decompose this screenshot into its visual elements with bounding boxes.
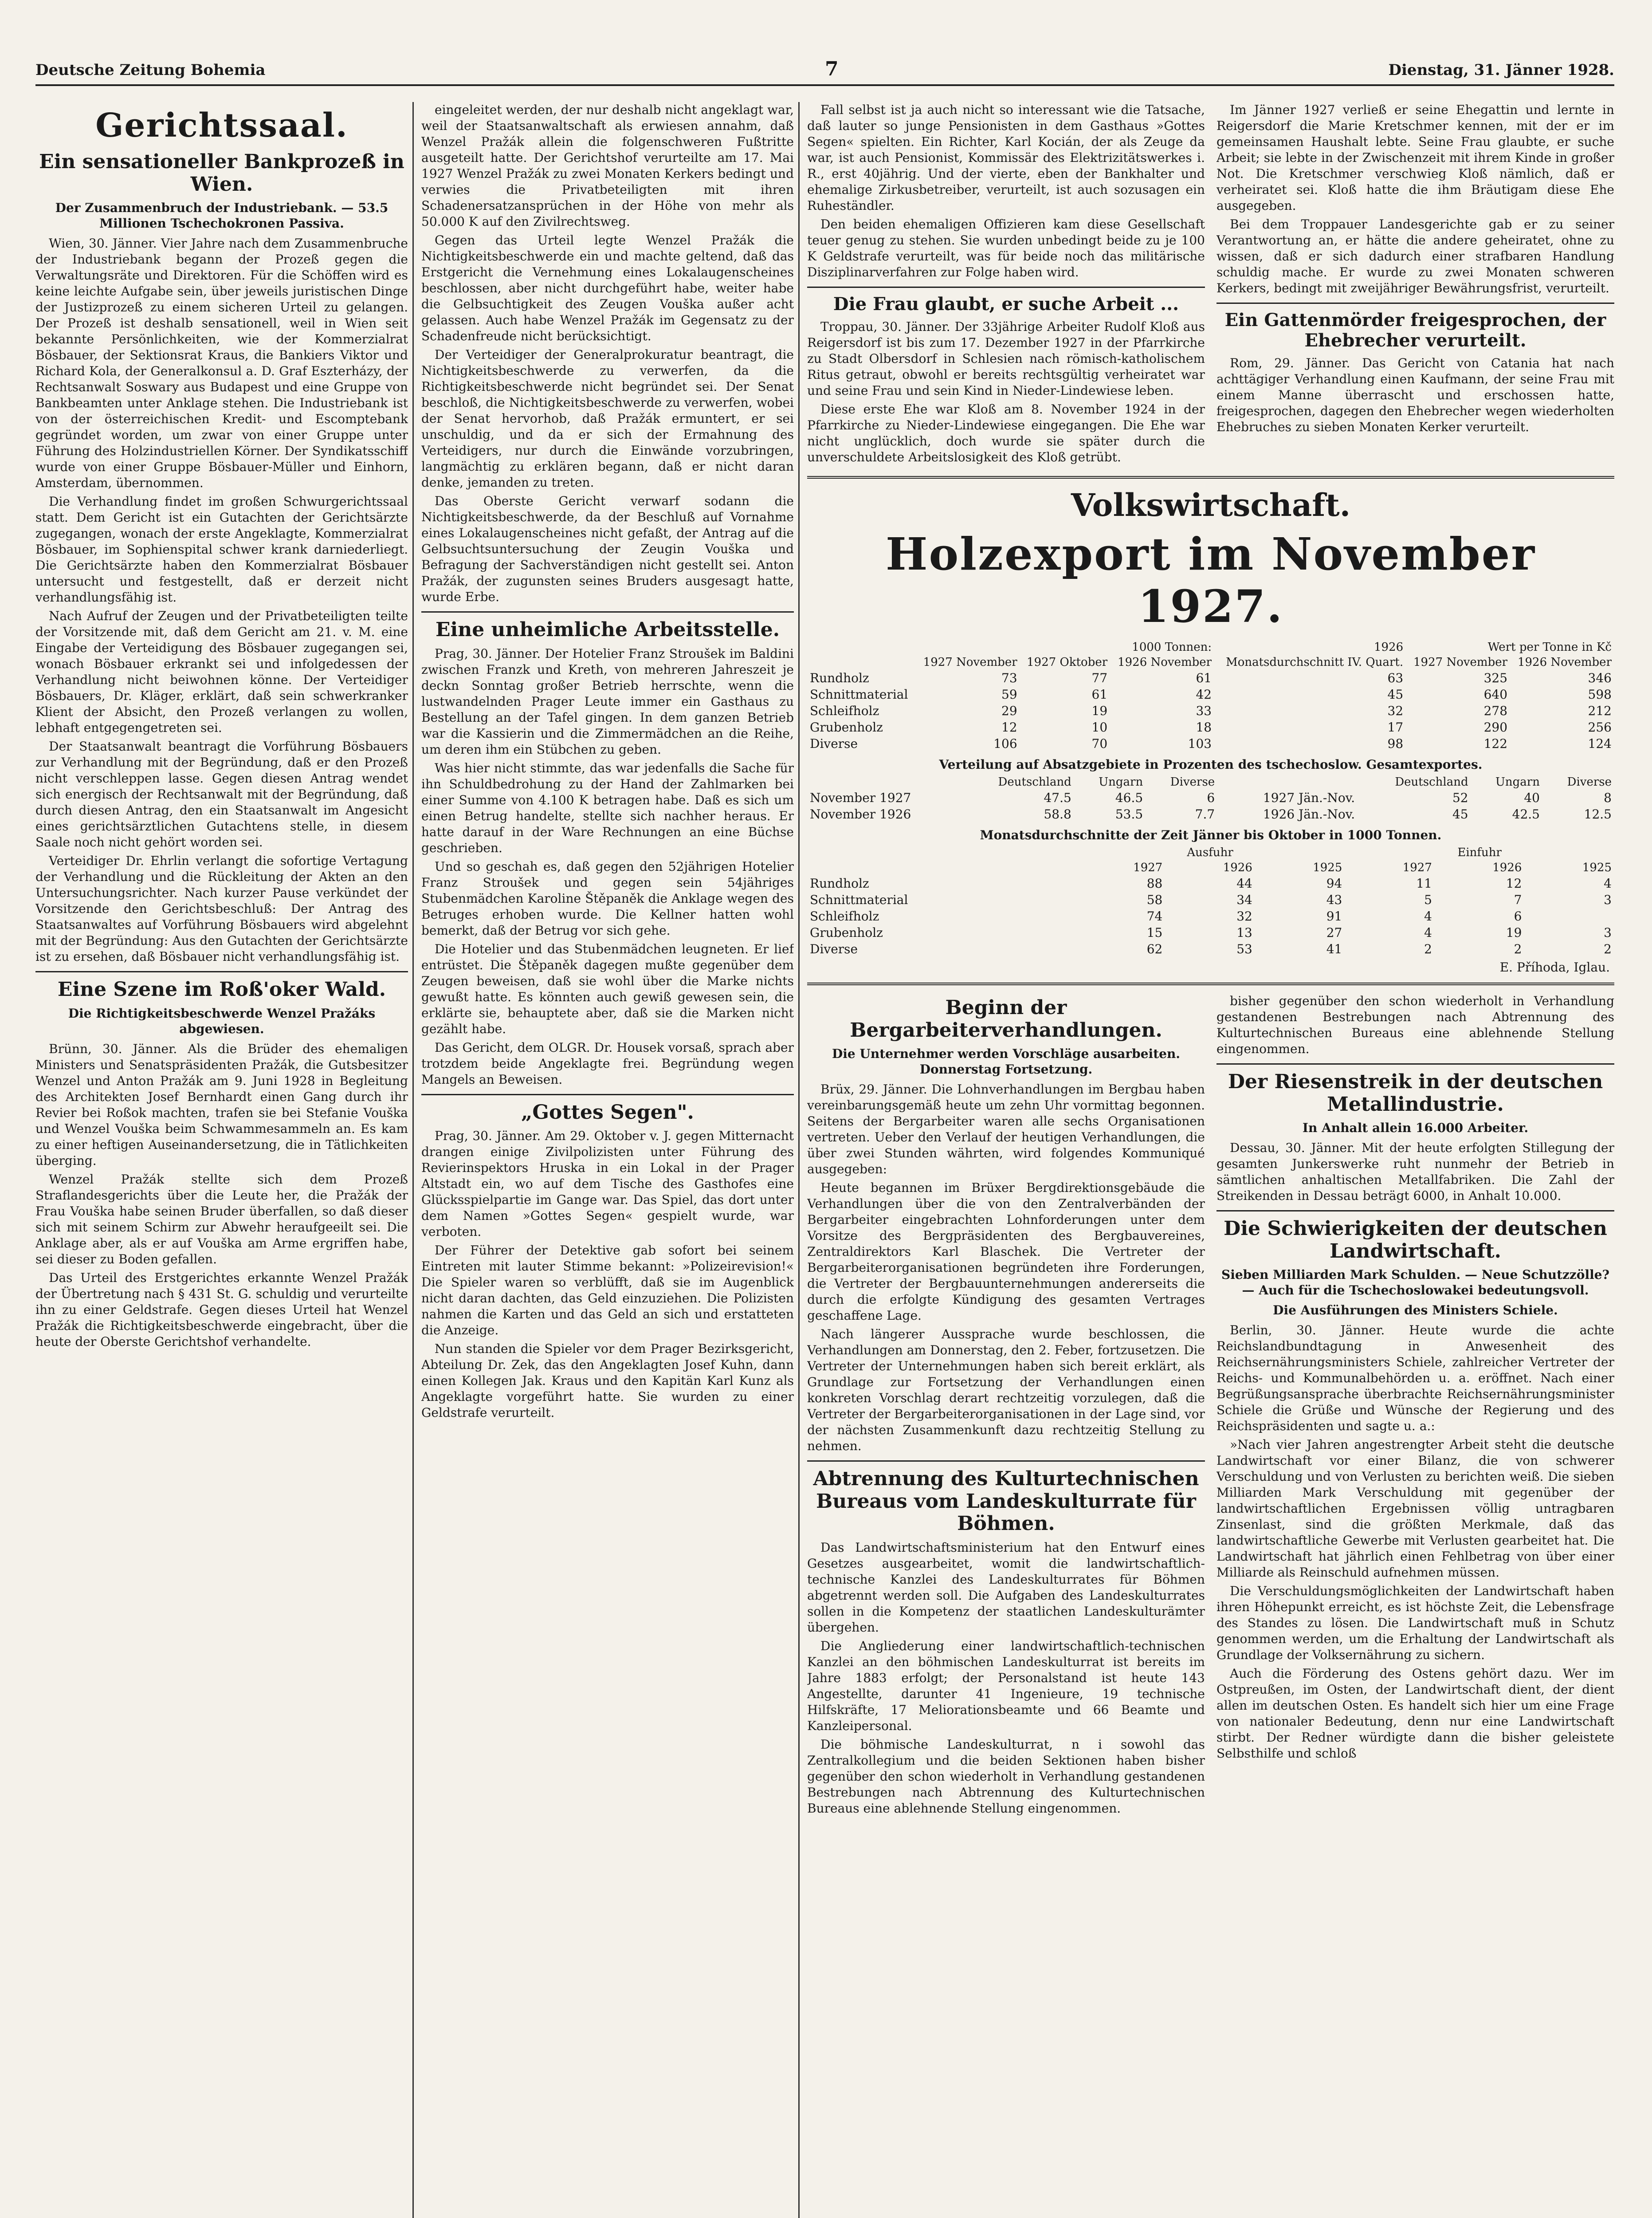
table-cell: 53 — [1236, 942, 1252, 956]
table-cell: 256 — [1588, 720, 1612, 735]
table-cell: 103 — [1188, 736, 1212, 751]
distribution-table — [807, 775, 1614, 822]
section-title-gerichtssaal: Gerichtssaal. — [95, 106, 348, 145]
table-cell: 91 — [1326, 909, 1342, 924]
divider — [1216, 1063, 1614, 1065]
monthly-average-table — [807, 845, 1614, 957]
paragraph: Die Verschuldungsmöglichkeiten der Landwirtschaft haben ihren Höhepunkt erreicht, es ist höchste Zeit, die Lebensfrage des Standes zu lösen. Die Landwirtschaft muß in Schutz genommen werden, um die Erhaltung der Landwirtschaft als Grundlage der Volksernährung zu sichern. — [1216, 1584, 1614, 1663]
divider — [807, 287, 1205, 288]
table-cell: 29 — [1001, 704, 1017, 718]
table-row — [807, 875, 1614, 892]
table-cell: 53.5 — [1115, 807, 1143, 822]
table-header — [807, 655, 1614, 670]
table-cell: 41 — [1326, 942, 1342, 956]
table-header — [807, 860, 1614, 875]
paragraph: Heute begannen im Brüxer Bergdirektionsgebäude die Verhandlungen über die von den Zentralverbänden der Bergarbeiter eingebrachten Lohnforderungen unter dem Vorsitze des Bergpräsidenten des Bergbauvereines, Zentraldirektors Karl Blaschek. Die Vertreter der Bergarbeiterorganisationen begründeten ihre Forderungen, die Vertreter der Bergbauunternehmungen andererseits die durch die erfolgte Kündigung des gesamten Vertrages geschaffene Lage. — [807, 1180, 1205, 1323]
table-cell — [1524, 908, 1614, 924]
table-row — [807, 686, 1614, 703]
table-row — [807, 790, 1614, 806]
article-headline: Abtrennung des Kulturtechnischen Bureaus vom Landeskulturrate für Böhmen. — [813, 1467, 1199, 1535]
column-header: Diverse — [1567, 775, 1612, 789]
table-row — [807, 735, 1614, 752]
column-header: Diverse — [1170, 775, 1215, 789]
table-cell: 19 — [1091, 704, 1108, 718]
paragraph: Wien, 30. Jänner. Vier Jahre nach dem Zusammenbruche der Industriebank begann der Prozeß gegen die Verwaltungsräte und Direktoren. Für die Schöffen wird es keine leichte Aufgabe sein, über jeweils juristischen Dinge der Justizprozeß zu einem sicheren Urteil zu gelangen. Der Prozeß ist deshalb sensationell, weil in Wien seit bekannte Persönlichkeiten, wie der Kommerzialrat Bösbauer, der Sektionsrat Kraus, die Bankiers Viktor und Richard Kola, der Generalkonsul a. D. Graf Eszterházy, der Rechtsanwalt Soswary aus Budapest und eine Gruppe von Bankbeamten unter Anklage stehen. Die Industriebank ist von der österreichischen Kredit- und Escomptebank gegründet worden, um zwar von einer Gruppe unter Führung des Holzindustriellen Körner. Der Syndikatsschiff wurde von einer Gruppe Bösbauer-Müller und Einhorn, Amsterdam, übernommen. — [35, 236, 408, 491]
column-header: 1925 — [1313, 861, 1342, 874]
paragraph: Die böhmische Landeskulturrat, n i sowohl das Zentralkollegium und die beiden Sektionen haben bisher gegenüber den schon wiederholt in Verhandlung gestandenen Bestrebungen nach Abtrennung des Kulturtechnischen Bureaus eine ablehnende Stellung eingenommen. — [807, 1737, 1205, 1816]
table-cell: 70 — [1091, 736, 1108, 751]
table-cell: 45 — [1452, 807, 1468, 822]
table-row — [807, 703, 1614, 719]
column-header: 1927 Oktober — [1027, 656, 1108, 669]
article-subhead: Die Unternehmer werden Vorschläge ausarbeiten. Donnerstag Fortsetzung. — [832, 1046, 1181, 1077]
right-area — [807, 102, 1614, 2218]
table-cell: Schnittmaterial — [810, 893, 908, 907]
table-cell: 52 — [1452, 790, 1468, 805]
table-cell: 73 — [1001, 671, 1017, 685]
paragraph: Der Führer der Detektive gab sofort bei seinem Eintreten mit lauter Stimme bekannt: »Polizeirevision!« Die Spieler waren so verblüfft, daß sie im Augenblick nicht daran dachten, das Geld einzuziehen. Die Polizisten nahmen die Karten und das Geld an sich und erstatteten die Anzeige. — [421, 1243, 794, 1338]
column-1 — [35, 102, 408, 2218]
table-cell: 44 — [1236, 876, 1252, 891]
paragraph: Die Angliederung einer landwirtschaftlich-technischen Kanzlei an den böhmischen Landeskulturrat ist bereits im Jahre 1883 erfolgt; der Personalstand ist heute 143 Angestellte, darunter 41 Ingenieure, 19 technische Hilfskräfte, 17 Meliorationsbeamte und 66 Beamte und Kanzleipersonal. — [807, 1638, 1205, 1733]
paragraph: Das Oberste Gericht verwarf sodann die Nichtigkeitsbeschwerde, da der Beschluß auf Vornahme eines Lokalaugenscheines nicht gefaßt, der Antrag auf die Gelbsuchtsuntersuchung der Zeugin Vouška und Befragung der Sachverständigen nicht gestellt sei. Anton Pražák, der zugunsten seines Bruders ausgesagt hatte, wurde Erbe. — [421, 494, 794, 604]
table-cell: 43 — [1326, 893, 1342, 907]
divider — [1216, 303, 1614, 304]
table-row — [807, 719, 1614, 735]
table-cell: 11 — [1416, 876, 1432, 891]
table-cell: 2 — [1514, 942, 1522, 956]
table-cell: 47.5 — [1044, 790, 1071, 805]
table-cell: 15 — [1146, 925, 1163, 940]
paragraph: Nun standen die Spieler vor dem Prager Bezirksgericht, Abteilung Dr. Zek, das den Angeklagten Josef Kuhn, dann einen Kollegen Jak. Kraus und den Kapitän Karl Kunz als Angeklagte vorgeführt hatte. Sie wurden zu einer Geldstrafe verurteilt. — [421, 1341, 794, 1420]
divider — [807, 983, 1614, 985]
table-cell: 278 — [1483, 704, 1508, 718]
article-subhead: Der Zusammenbruch der Industriebank. — 53.5 Millionen Tschechokronen Passiva. — [55, 201, 388, 231]
table-header — [807, 775, 1614, 790]
table-cell: 18 — [1196, 720, 1212, 735]
bottom-subcolumns — [807, 993, 1614, 1819]
table-cell: Rundholz — [810, 876, 869, 891]
table-cell: 3 — [1604, 925, 1612, 940]
column-header: 1926 — [1223, 861, 1252, 874]
paragraph: Im Jänner 1927 verließ er seine Ehegattin und lernte in Reigersdorf die Marie Kretschmer kennen, mit der er im gemeinsamen Haushalt lebte. Seine Frau glaubte, er suche Arbeit; sie lebte in der Zwischenzeit mit ihrem Kinde in großer Not. Die Kretschmer verschwieg Kloß nämlich, daß er verheiratet sei. Kloß hatte die ihm Bräutigam diese Ehe ausgegeben. — [1216, 102, 1614, 213]
table-cell: 34 — [1236, 893, 1252, 907]
column-header: Monatsdurchschnitt IV. Quart. — [1226, 656, 1404, 669]
table-cell: 4 — [1424, 925, 1432, 940]
table-cell: 124 — [1588, 736, 1612, 751]
table-cell: 106 — [993, 736, 1017, 751]
column-header — [807, 860, 1075, 875]
article-headline: Der Riesenstreik in der deutschen Metallindustrie. — [1228, 1070, 1603, 1116]
table-cell: 59 — [1001, 687, 1017, 702]
table-row — [807, 806, 1614, 822]
table-caption: Monatsdurchschnitte der Zeit Jänner bis Oktober in 1000 Tonnen. — [980, 828, 1442, 842]
table-cell: 13 — [1236, 925, 1252, 940]
paragraph: Der Staatsanwalt beantragt die Vorführung Bösbauers zur Verhandlung mit der Begründung, daß er den Prozeß nicht verschleppen lasse. Gegen diesen Antrag wendet sich energisch der Rechtsanwalt mit der Begründung, daß durch diesen Antrag, den ein Staatsanwalt im Angesicht eines gerichtsärztlichen Gutachtens stelle, in diesem Saale noch nicht gehört worden sei. — [35, 739, 408, 850]
table-cell: 12 — [1506, 876, 1522, 891]
paragraph: Was hier nicht stimmte, das war jedenfalls die Sache für ihn Schuldbedrohung zu der Hand der Zahlmarken bei einer Summe von 4.100 K betragen habe. Daß es sich um einen Betrug handelte, stellte sich nachher heraus. Er hatte darauf in der Ware Rechnungen an eine Büchse geschrieben. — [421, 760, 794, 855]
column-header: 1926 November — [1517, 656, 1612, 669]
table-cell: 32 — [1387, 704, 1404, 718]
column-header: 1927 — [1402, 861, 1432, 874]
table-caption: Verteilung auf Absatzgebiete in Prozenten des tschechoslow. Gesamtexportes. — [939, 757, 1483, 772]
paragraph: Rom, 29. Jänner. Das Gericht von Catania hat nach achttägiger Verhandlung einen Kaufmann, der seine Frau mit einem Manne überrascht und erschossen hatte, freigesprochen, dagegen den Ehebrecher wegen wiederholten Ehebruches zu sieben Monaten Kerker verurteilt. — [1216, 356, 1614, 434]
article-headline: „Gottes Segen". — [521, 1101, 694, 1124]
paragraph: bisher gegenüber den schon wiederholt in Verhandlung gestandenen Bestrebungen nach Abtrennung des Kulturtechnischen Bureaus eine ablehnende Stellung eingenommen. — [1216, 994, 1614, 1056]
table-cell: 212 — [1588, 704, 1612, 718]
article-subhead: Die Richtigkeitsbeschwerde Wenzel Pražáks abgewiesen. — [68, 1006, 376, 1036]
table-cell: Grubenholz — [810, 720, 883, 735]
article-headline-holzexport: Holzexport im November 1927. — [886, 528, 1536, 633]
paragraph: Prag, 30. Jänner. Am 29. Oktober v. J. gegen Mitternacht drangen einige Zivilpolizisten unter Führung des Revierinspektors Hruska in ein Lokal in der Prager Altstadt ein, wo auf dem Tische des Gasthofes eine Glücksspielpartie im Gange war. Das Spiel, das dort unter dem Namen »Gottes Segen« gespielt wurde, war verboten. — [421, 1129, 794, 1239]
paragraph: Das Gericht, dem OLGR. Dr. Housek vorsaß, sprach aber trotzdem beide Angeklagte frei. Begründung wegen Mangels an Beweisen. — [421, 1040, 794, 1087]
paragraph: Nach Aufruf der Zeugen und der Privatbeteiligten teilte der Vorsitzende mit, daß dem Gericht am 21. v. M. eine Eingabe der Verteidigung des Bösbauer zugegangen sei, wonach Bösbauer erkrankt sei und infolgedessen der Verhandlung nicht beiwohnen könne. Der Verteidiger Bösbauers, Dr. Kläger, erklärt, daß sein schwerkranker Klient der Absicht, den Prozeß verlangen zu wollen, lebhaft entgegengetreten sei. — [35, 609, 408, 735]
subcolumn-right — [1216, 102, 1614, 468]
article-headline: Eine unheimliche Arbeitsstelle. — [435, 618, 780, 641]
table-cell: Schnittmaterial — [810, 687, 908, 702]
divider — [807, 476, 1614, 479]
table-cell: 45 — [1387, 687, 1404, 702]
paragraph: Berlin, 30. Jänner. Heute wurde die achte Reichslandbundtagung in Anwesenheit des Reichsernährungsministers Schiele, zahlreicher Vertreter der Reichs- und Kommunalbehörden u. a. eröffnet. Nach einer Begrüßungsansprache überbrachte Reichsernährungsminister Schiele die Grüße und Wünsche der Regierung und des Reichspräsidenten und sagte u. a.: — [1216, 1323, 1614, 1434]
table-cell: 12.5 — [1584, 807, 1612, 822]
table-cell: 77 — [1091, 671, 1108, 685]
table-cell: 8 — [1604, 790, 1612, 805]
table-cell: 94 — [1326, 876, 1342, 891]
section-title-volkswirtschaft: Volkswirtschaft. — [1071, 487, 1351, 523]
divider — [1216, 1210, 1614, 1211]
table-cell: Grubenholz — [810, 925, 883, 940]
column-rule — [798, 102, 800, 2218]
paragraph: Die Verhandlung findet im großen Schwurgerichtssaal statt. Dem Gericht ist ein Gutachten der Gerichtsärzte zugegangen, wonach der erste Angeklagte, Kommerzialrat Bösbauer, im Sophienspital schwer krank darniederliegt. Die Gerichtsärzte haben den Kommerzialrat Bösbauer untersucht und festgestellt, daß er derzeit nicht verhandlungsfähig ist. — [35, 494, 408, 605]
article-subhead: Die Ausführungen des Ministers Schiele. — [1273, 1303, 1558, 1318]
table-cell: 42.5 — [1512, 807, 1540, 822]
top-subcolumns — [807, 102, 1614, 468]
table-cell: 6 — [1514, 909, 1522, 924]
divider — [421, 1094, 794, 1095]
column-header — [1217, 775, 1358, 790]
column-header: Deutschland — [998, 775, 1071, 789]
table-cell: 27 — [1326, 925, 1342, 940]
table-row — [807, 670, 1614, 686]
paragraph: Brüx, 29. Jänner. Die Lohnverhandlungen im Bergbau haben vereinbarungsgemäß heute um zehn Uhr vormittag begonnen. Seitens der Bergarbeiter waren alle sechs Organisationen vertreten. Ueber den Verlauf der heutigen Verhandlungen, die über zwei Stunden währten, wird folgendes Kommuniqué ausgegeben: — [807, 1082, 1205, 1177]
table-cell: 598 — [1588, 687, 1612, 702]
paragraph: Nach längerer Aussprache wurde beschlossen, die Verhandlungen am Donnerstag, den 2. Feber, fortzusetzen. Die Vertreter der Unternehmungen haben sich bereit erklärt, als Grundlage zur Fortsetzung der Verhandlungen einen konkreten Vorschlag derart rechtzeitig vorzulegen, daß die Vertreter der Bergarbeiterorganisationen in der Lage sind, vor der nächsten Zusammenkunft dazu rechtzeitig Stellung zu nehmen. — [807, 1327, 1205, 1454]
table-row — [807, 924, 1614, 941]
article-headline: Beginn der Bergarbeiterverhandlungen. — [850, 996, 1162, 1042]
divider — [35, 971, 408, 972]
page-header — [35, 58, 1614, 86]
table-cell: 4 — [1604, 876, 1612, 891]
table-cell: 42 — [1196, 687, 1212, 702]
table-cell: 7.7 — [1195, 807, 1215, 822]
table-header-group — [807, 845, 1614, 860]
ausfuhr-label: Ausfuhr — [1187, 846, 1233, 859]
table-cell: 62 — [1146, 942, 1163, 956]
paragraph: Und so geschah es, daß gegen den 52jährigen Hotelier Franz Stroušek und gegen sein 54jähriges Stubenmädchen Karoline Štěpaněk die Anklage wegen des Betruges erhoben wurde. Die Kellner hatten wohl bemerkt, daß der Betrug vor sich gehe. — [421, 859, 794, 938]
column-header: Ungarn — [1495, 775, 1540, 789]
table-cell: 1927 Jän.-Nov. — [1263, 790, 1355, 805]
unit-label: 1000 Tonnen: — [1132, 641, 1212, 654]
table-cell: 3 — [1604, 893, 1612, 907]
table-cell: 122 — [1483, 736, 1508, 751]
paragraph: »Nach vier Jahren angestrengter Arbeit steht die deutsche Landwirtschaft vor einer Bilanz, die von schwerer Verschuldung und von Verlusten zu berichten weiß. Die sieben Milliarden Mark Verschuldung mit gegenüber der landwirtschaftlichen Ergebnissen völlig untragbaren Zinsenlast, sind die größten Merkmale, daß das landwirtschaftliche Gewerbe mit Verlusten gearbeitet hat. Die Landwirtschaft hat jährlich einen Fehlbetrag von über einer Milliarde als Reinschuld aufnehmen müssen. — [1216, 1437, 1614, 1580]
paragraph: Auch die Förderung des Ostens gehört dazu. Wer im Ostpreußen, im Osten, der Landwirtschaft dient, der dient allen im deutschen Osten. Es handelt sich hier um eine Frage von nationaler Bedeutung, denn nur eine Landwirtschaft stirbt. Der Redner würdigte dann die bisher geleistete Selbsthilfe und schloß — [1216, 1666, 1614, 1761]
table-cell: Schleifholz — [810, 909, 879, 924]
paragraph: Verteidiger Dr. Ehrlin verlangt die sofortige Vertagung der Verhandlung und die Rückleitung der Akten an den Untersuchungsrichter. Nach kurzer Pause verkündet der Vorsitzende den Gerichtsbeschluß: Der Antrag des Staatsanwaltes auf Vorführung Bösbauers wird abgelehnt mit der Begründung: Aus den Gutachten der Gerichtsärzte ist zu ersehen, daß Bösbauer nicht verhandlungsfähig ist. — [35, 853, 408, 964]
divider — [807, 1460, 1205, 1462]
table-cell: 74 — [1146, 909, 1163, 924]
table-cell: 640 — [1483, 687, 1508, 702]
table-cell: 325 — [1483, 671, 1508, 685]
table-cell: 19 — [1506, 925, 1522, 940]
table-header-group — [807, 640, 1614, 655]
paragraph: Fall selbst ist ja auch nicht so interessant wie die Tatsache, daß lauter so junge Pensionisten in dem Gasthaus »Gottes Segen« spielten. Ein Richter, Karl Kocián, der als Zeuge da war, ist auch Pensionist, Kommissär des Elektrizitätswerkes i. R., erst 40jährig. Und der vierte, eben der Bankhalter und ehemalige Zirkusbetreiber, verurteilt, ist auch sozusagen ein Ruheständler. — [807, 102, 1205, 213]
column-header: 1927 — [1133, 861, 1163, 874]
table-cell: Diverse — [810, 942, 858, 956]
paragraph: Dessau, 30. Jänner. Mit der heute erfolgten Stillegung der gesamten Junkerswerke ruht nunmehr der Betrieb in sämtlichen anhaltischen Metallfabriken. Die Zahl der Streikenden in Dessau beträgt 6000, in Anhalt 10.000. — [1216, 1140, 1614, 1203]
table-cell: 290 — [1483, 720, 1508, 735]
table-cell: November 1927 — [810, 790, 911, 805]
table-cell: Rundholz — [810, 671, 869, 685]
table-row — [807, 941, 1614, 957]
table-row — [807, 908, 1614, 924]
subcolumn-right — [1216, 993, 1614, 1819]
paragraph: Brünn, 30. Jänner. Als die Brüder des ehemaligen Ministers und Senatspräsidenten Pražák, die Gutsbesitzer Wenzel und Anton Pražák am 9. Juni 1928 in Begleitung des Architekten Josef Bernhardt einen Gang durch ihr Revier bei Roßok machten, trafen sie bei Stefanie Vouška und Wenzel Vouška beim Schwammesammeln an. Es kam zu einer heftigen Auseinandersetzung, die in Tätlichkeiten überging. — [35, 1041, 408, 1168]
column-header: 1925 — [1582, 861, 1612, 874]
article-headline: Eine Szene im Roß'oker Wald. — [57, 978, 386, 1001]
table-cell: Schleifholz — [810, 704, 879, 718]
table-cell: 33 — [1196, 704, 1212, 718]
issue-date: Dienstag, 31. Jänner 1928. — [1388, 61, 1614, 79]
paragraph: Troppau, 30. Jänner. Der 33jährige Arbeiter Rudolf Kloß aus Reigersdorf ist bis zum 17. Dezember 1927 in der Pfarrkirche zu Stadt Olbersdorf in Schlesien nach römisch-katholischem Ritus getraut, obwohl er bereits rechtsgültig verheiratet war und seine Frau und sein Kind in Nieder-Lindewiese leben. — [807, 319, 1205, 398]
paragraph: Der Verteidiger der Generalprokuratur beantragt, die Nichtigkeitsbeschwerde zu verwerfen, da die Richtigkeitsbeschwerde nicht begründet sei. Der Senat beschloß, die Nichtigkeitsbeschwerde zu verwerfen, wobei der Senat hervorhob, daß Pražák ermuntert, er sei unschuldig, und da er sich der Ermahnung des Verteidigers, nur durch die Einwände vorzubringen, langmächtig zu erklären begann, daß er nicht daran denke, jemanden zu treten. — [421, 347, 794, 490]
table-cell: 32 — [1236, 909, 1252, 924]
paragraph: Wenzel Pražák stellte sich dem Prozeß Straflandesgerichts über die Leute her, die Pražák der Frau Vouška habe seinen Bruder überfallen, so daß dieser sich mit seinem Schirm zur Abwehr heraufgeeilt sei. Die Anklage aber, als er auf Vouška am Arme ergriffen habe, sei dieser zu Boden gefallen. — [35, 1172, 408, 1266]
table-cell: 40 — [1524, 790, 1540, 805]
table-cell: 98 — [1387, 736, 1404, 751]
einfuhr-label: Einfuhr — [1457, 846, 1502, 859]
table-cell: 58 — [1146, 893, 1163, 907]
article-headline: Ein Gattenmörder freigesprochen, der Ehebrecher verurteilt. — [1224, 310, 1606, 351]
column-header: 1927 November — [1413, 656, 1508, 669]
divider — [421, 611, 794, 613]
table-cell: 2 — [1604, 942, 1612, 956]
year-label: 1926 — [1373, 641, 1404, 654]
table-cell: 10 — [1091, 720, 1108, 735]
page-number: 7 — [825, 58, 839, 80]
article-subhead: Sieben Milliarden Mark Schulden. — Neue Schutzzölle? — Auch für die Tschechoslowakei bedeutungsvoll. — [1221, 1267, 1609, 1298]
table-cell: 6 — [1207, 790, 1215, 805]
table-cell: 46.5 — [1115, 790, 1143, 805]
table-cell: 88 — [1146, 876, 1163, 891]
column-header: 1926 November — [1118, 656, 1212, 669]
table-cell: 1926 Jän.-Nov. — [1263, 807, 1355, 822]
paragraph: Prag, 30. Jänner. Der Hotelier Franz Stroušek im Baldini zwischen Franzk und Kreth, von mehreren Jahreszeit je deckn Sonntag großer Betrieb herrschte, wenn die lustwandelnden Prager Leute immer ein Gasthaus zu Bestellung an der Tafel gingen. In dem ganzen Betrieb war die Kassierin und die Zimmermädchen an die Reihe, um deren ihm ein Stübchen zu geben. — [421, 646, 794, 757]
column-header: 1926 — [1492, 861, 1522, 874]
column-header: Deutschland — [1395, 775, 1468, 789]
table-cell: Diverse — [810, 736, 858, 751]
table-cell: 17 — [1387, 720, 1404, 735]
table-cell: 4 — [1424, 909, 1432, 924]
table-cell: 5 — [1424, 893, 1432, 907]
column-header — [807, 775, 961, 790]
table-cell: 346 — [1588, 671, 1612, 685]
table-cell: 12 — [1001, 720, 1017, 735]
article-headline: Die Frau glaubt, er suche Arbeit ... — [833, 294, 1179, 315]
column-2 — [421, 102, 794, 2218]
paragraph: Das Urteil des Erstgerichtes erkannte Wenzel Pražák der Übertretung nach § 431 St. G. schuldig und verurteilte ihn zu einer Geldstrafe. Gegen dieses Urteil hat Wenzel Pražák die Richtigkeitsbeschwerde eingebracht, über die heute der Oberste Gerichtshof verhandelte. — [35, 1270, 408, 1349]
subcolumn-left — [807, 993, 1205, 1819]
table-cell: 61 — [1091, 687, 1108, 702]
value-label: Wert per Tonne in Kč — [1487, 641, 1612, 654]
paragraph: Das Landwirtschaftsministerium hat den Entwurf eines Gesetzes ausgearbeitet, womit die landwirtschaftlich-technische Kanzlei des Landeskulturrates für Böhmen abgetrennt werden soll. Die Aufgaben des Landeskulturrates sollen in die Kompetenz der staatlichen Landeskulturämter übergehen. — [807, 1540, 1205, 1635]
paragraph: Diese erste Ehe war Kloß am 8. November 1924 in der Pfarrkirche zu Nieder-Lindewiese eingegangen. Die Ehe war nicht unglücklich, doch wurde sie später durch die unverschuldete Arbeitslosigkeit des Kloß getrübt. — [807, 402, 1205, 464]
table-cell: 61 — [1196, 671, 1212, 685]
paragraph: eingeleitet werden, der nur deshalb nicht angeklagt war, weil der Staatsanwaltschaft als erwiesen annahm, daß Wenzel Pražák allein die folgenschweren Fußtritte ausgeteilt hatte. Der Gerichtshof verurteilte am 17. Mai 1927 Wenzel Pražák zu zwei Monaten Kerkers bedingt und verwies die Privatbeteiligten mit ihren Schadenersatzansprüchen in der Höhe von mehr als 50.000 K auf den Zivilrechtsweg. — [421, 102, 794, 229]
article-headline: Die Schwierigkeiten der deutschen Landwirtschaft. — [1224, 1217, 1607, 1262]
column-header — [807, 655, 916, 670]
table-cell: 63 — [1387, 671, 1404, 685]
article-headline: Ein sensationeller Bankprozeß in Wien. — [39, 150, 404, 196]
paragraph: Gegen das Urteil legte Wenzel Pražák die Nichtigkeitsbeschwerde ein und machte geltend, daß das Erstgericht die Vernehmung eines Lokalaugenscheines beschlossen, aber nicht durchgeführt habe, weiter habe die Gelbsuchtigkeit des Zeugen Vouška außer acht gelassen. Auch habe Wenzel Pražák im Gegensatz zu der Schadenfreude nicht berücksichtigt. — [421, 233, 794, 343]
paragraph: Bei dem Troppauer Landesgerichte gab er zu seiner Verantwortung an, er hätte die andere geheiratet, ohne zu wissen, daß er sich dadurch einer strafbaren Handlung schuldig mache. Er wurde zu zwei Monaten schweren Kerkers, bedingt mit zweijähriger Bewährungsfrist, verurteilt. — [1216, 217, 1614, 295]
table-row — [807, 892, 1614, 908]
newspaper-name: Deutsche Zeitung Bohemia — [35, 61, 266, 79]
paragraph: Die Hotelier und das Stubenmädchen leugneten. Er lief entrüstet. Die Štěpaněk dagegen mußte gegenüber dem Zeugen beweisen, daß sie wohl über die Marke nichts gewußt hatte. Es könnten auch gewiß gewesen sein, die erklärte sie, behauptete aber, daß sie die Marken nicht gezählt habe. — [421, 941, 794, 1036]
table-cell: 7 — [1514, 893, 1522, 907]
table-cell: November 1926 — [810, 807, 911, 822]
paragraph: Den beiden ehemaligen Offizieren kam diese Gesellschaft teuer genug zu stehen. Sie wurden unbedingt beide zu je 100 K Geldstrafe verurteilt, was für beide noch das militärische Disziplinarverfahren zur Folge haben wird. — [807, 217, 1205, 279]
column-header: Ungarn — [1099, 775, 1143, 789]
column-header: 1927 November — [923, 656, 1017, 669]
subcolumn-left — [807, 102, 1205, 468]
author-signature: E. Příhoda, Iglau. — [1499, 960, 1610, 975]
article-subhead: In Anhalt allein 16.000 Arbeiter. — [1302, 1121, 1529, 1136]
table-cell: 2 — [1424, 942, 1432, 956]
holzexport-table — [807, 640, 1614, 752]
table-cell: 58.8 — [1044, 807, 1071, 822]
column-rule — [412, 102, 414, 2218]
